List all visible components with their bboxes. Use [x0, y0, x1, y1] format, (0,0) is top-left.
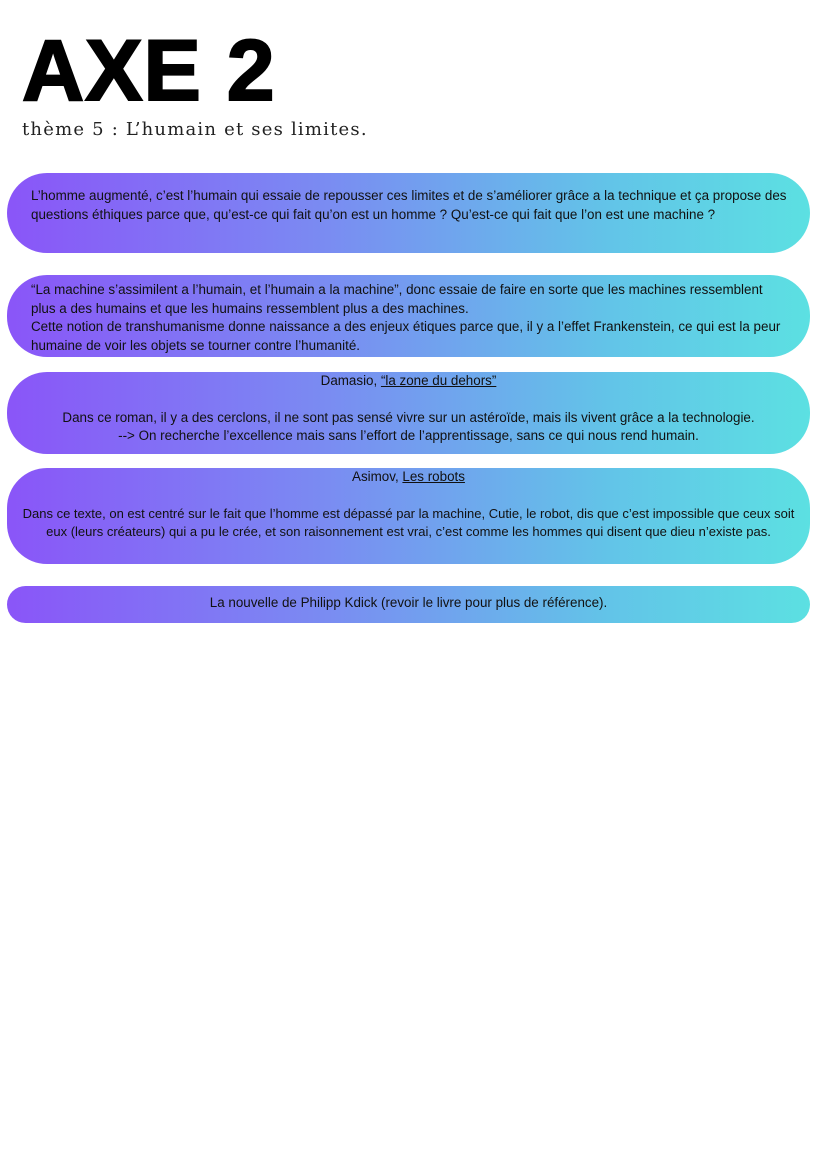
reference-work: “la zone du dehors”	[380, 373, 497, 388]
note-block-augmented-human	[7, 173, 810, 253]
note-text: L’homme augmenté, c’est l’humain qui essaie de repousser ces limites et de s’améliorer grâce a la technique et ça propose des questions éthiques parce que, qu’est-ce qui fait qu’on est un homme ? Qu’est-ce qui fait que l’on est une machine ?	[31, 188, 787, 222]
note-block-damasio	[7, 372, 810, 454]
note-text: “La machine s’assimilent a l’humain, et l’humain a la machine”, donc essaie de faire en sorte que les machines ressemblent plus a des humains et que les humains ressemblent plus a des machines.	[31, 282, 763, 316]
reference-work: Les robots	[402, 469, 465, 484]
reference-author: Asimov,	[352, 469, 403, 484]
note-text: Dans ce texte, on est centré sur le fait que l’homme est dépassé par la machine, Cutie, le robot, dis que c’est impossible que ceux soit eux (leurs créateurs) qui a pu le crée, et son raisonnement est vrai, c’est comme les hommes qui disent que dieu n’existe pas.	[22, 505, 795, 539]
page-subtitle: thème 5 : L’humain et ses limites.	[22, 119, 368, 140]
note-text: Dans ce roman, il y a des cerclons, il ne sont pas sensé vivre sur un astéroïde, mais ils vivent grâce a la technologie.	[62, 409, 755, 425]
note-text: La nouvelle de Philipp Kdick (revoir le livre pour plus de référence).	[209, 595, 608, 610]
page-title: AXE 2	[22, 23, 276, 119]
note-block-asimov	[7, 468, 810, 564]
note-text: --> On recherche l’excellence mais sans l’effort de l’apprentissage, sans ce qui nous rend humain.	[118, 428, 699, 443]
reference-heading	[11, 468, 806, 487]
note-block-dick	[7, 586, 810, 623]
note-text: Cette notion de transhumanisme donne naissance a des enjeux étiques parce que, il y a l’effet Frankenstein, ce qui est la peur humaine de voir les objets se tourner contre l’humanité.	[31, 319, 781, 353]
reference-author: Damasio,	[320, 373, 381, 388]
note-block-transhumanism	[7, 275, 810, 357]
reference-heading	[11, 372, 806, 391]
